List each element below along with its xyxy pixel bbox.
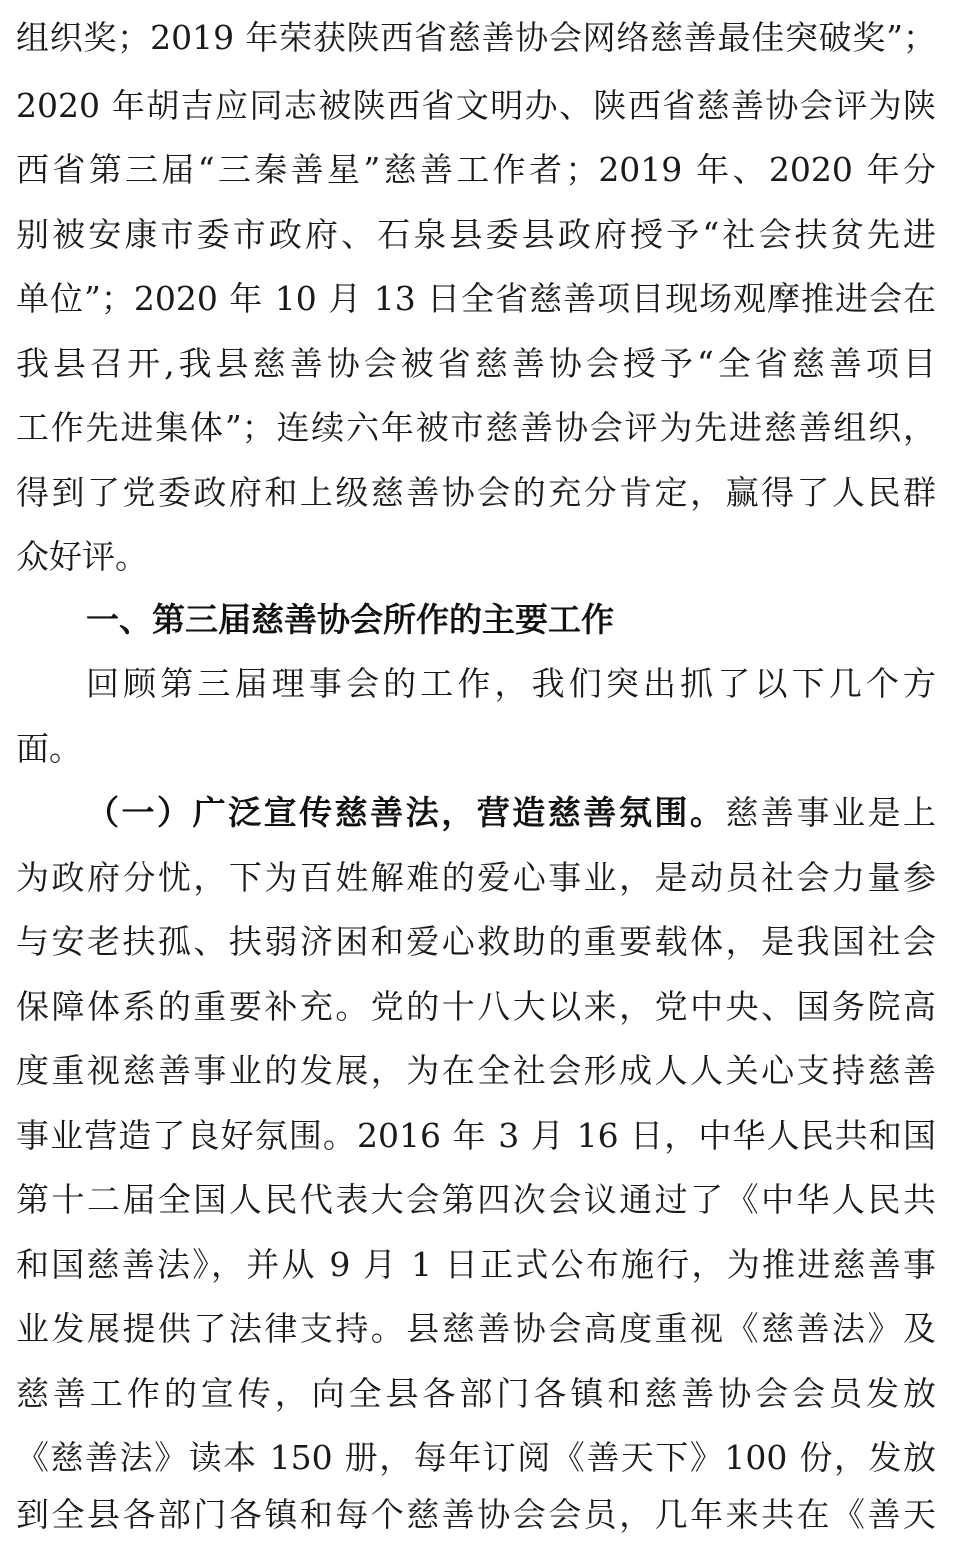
text-line: 业发展提供了法律支持。县慈善协会高度重视《慈善法》及	[16, 1309, 936, 1348]
text-line: 慈善工作的宣传，向全县各部门各镇和慈善协会会员发放	[16, 1374, 936, 1413]
text-line: 事业营造了良好氛围。2016 年 3 月 16 日，中华人民共和国	[16, 1116, 936, 1155]
text-line: 组织奖；2019 年荣获陕西省慈善协会网络慈善最佳突破奖”；	[16, 18, 936, 57]
text-line: 第十二届全国人民代表大会第四次会议通过了《中华人民共	[16, 1180, 936, 1219]
text-line: 《慈善法》读本 150 册，每年订阅《善天下》100 份，发放	[16, 1438, 936, 1477]
section-heading: 一、第三届慈善协会所作的主要工作	[86, 600, 614, 639]
text-line: 单位”；2020 年 10 月 13 日全省慈善项目现场观摩推进会在	[16, 279, 936, 318]
text-line: 和国慈善法》，并从 9 月 1 日正式公布施行，为推进慈善事	[16, 1245, 936, 1284]
subsection-first-tail: 慈善事业是上	[725, 793, 937, 832]
text-line: 西省第三届“三秦善星”慈善工作者；2019 年、2020 年分	[16, 150, 936, 189]
text-line: 度重视慈善事业的发展，为在全社会形成人人关心支持慈善	[16, 1051, 936, 1090]
subsection-heading: （一）广泛宣传慈善法，营造慈善氛围。	[86, 793, 726, 832]
text-line: 别被安康市委市政府、石泉县委县政府授予“社会扶贫先进	[16, 215, 936, 254]
text-line: 到全县各部门各镇和每个慈善协会会员，几年来共在《善天	[16, 1495, 936, 1534]
text-line: 回顾第三届理事会的工作，我们突出抓了以下几个方	[86, 664, 936, 703]
text-line: 为政府分忧，下为百姓解难的爱心事业，是动员社会力量参	[16, 858, 936, 897]
subsection-first-line	[86, 781, 936, 845]
text-line: 得到了党委政府和上级慈善协会的充分肯定，赢得了人民群	[16, 473, 936, 512]
text-line: 2020 年胡吉应同志被陕西省文明办、陕西省慈善协会评为陕	[16, 86, 936, 125]
text-line: 众好评。	[16, 537, 148, 576]
text-line: 保障体系的重要补充。党的十八大以来，党中央、国务院高	[16, 987, 936, 1026]
text-line: 我县召开,我县慈善协会被省慈善协会授予“全省慈善项目	[16, 344, 936, 383]
text-line: 与安老扶孤、扶弱济困和爱心救助的重要载体，是我国社会	[16, 922, 936, 961]
text-line: 工作先进集体”；连续六年被市慈善协会评为先进慈善组织，	[16, 408, 936, 447]
text-line: 面。	[16, 729, 82, 768]
